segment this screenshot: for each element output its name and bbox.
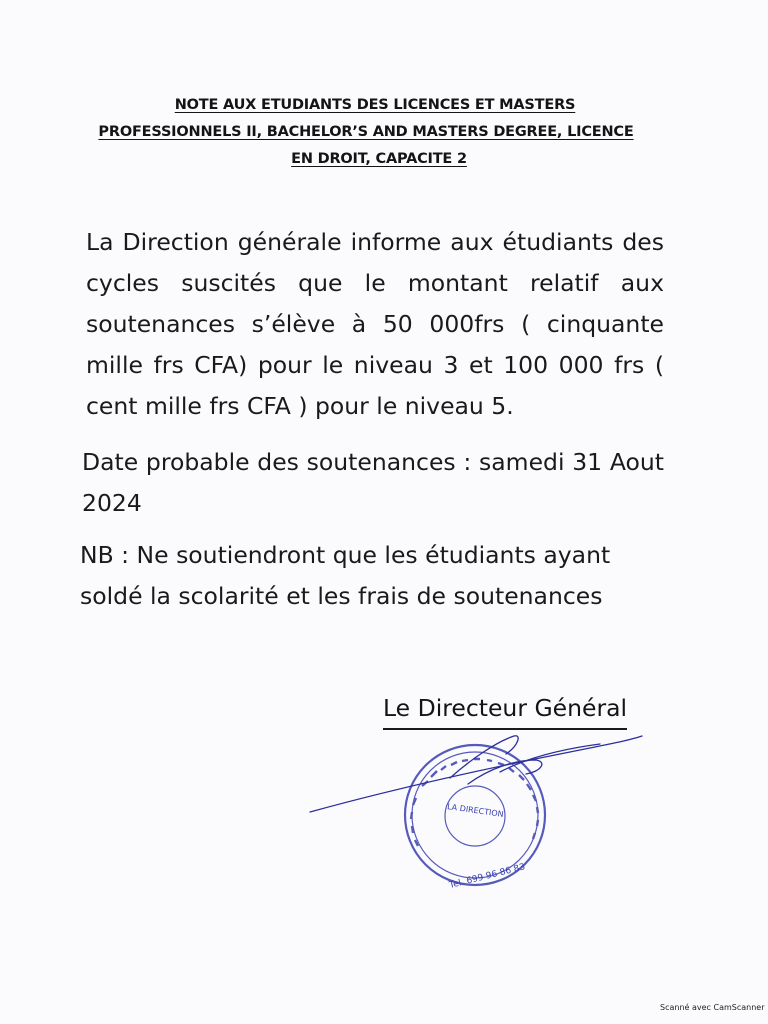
body-paragraph-nb: NB : Ne soutiendront que les étudiants ayant soldé la scolarité et les frais de soutenances [80,541,611,610]
signatory-title: Le Directeur Général [383,690,627,730]
stamp-center-text: LA DIRECTION [446,802,505,819]
title-line-3: EN DROIT, CAPACITE 2 [291,151,467,167]
handwritten-signature [310,736,642,812]
official-stamp [300,720,660,900]
stamp-phone: Tel. 699 96 86 83 [448,862,527,891]
scanner-watermark: Scanné avec CamScanner [660,1003,765,1012]
title-line-2: PROFESSIONNELS II, BACHELOR’S AND MASTERS DEGREE, LICENCE [98,124,634,140]
body-paragraph-fees: La Direction générale informe aux étudiants des cycles suscités que le montant relatif aux soutenances s’élève à 50 000frs ( cinquante mille frs CFA) pour le niveau 3 et 100 000 frs ( cent mille frs CFA ) pour le niveau 5. [86,228,664,420]
document-title [60,92,690,173]
body-paragraph-date: Date probable des soutenances : samedi 31 Aout 2024 [82,448,664,517]
title-line-1: NOTE AUX ETUDIANTS DES LICENCES ET MASTERS [174,97,576,113]
